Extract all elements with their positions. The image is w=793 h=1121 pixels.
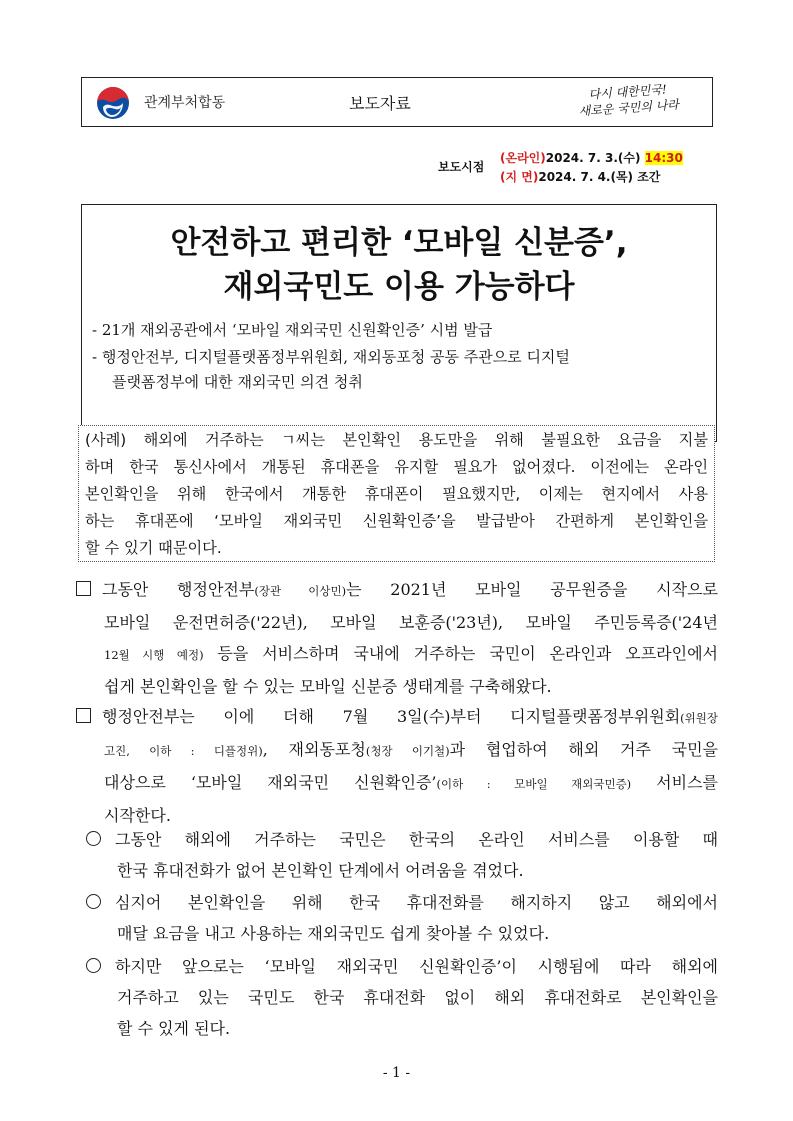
para1-text: 모바일 운전면허증('22년), 모바일 보훈증('23년), 모바일 주민등록증('24년 — [104, 613, 718, 632]
header-box — [81, 77, 713, 127]
document-type: 보도자료 — [349, 94, 411, 113]
para2-text: 시작한다. — [104, 806, 171, 825]
para2-text: 행정안전부는 이에 더해 7월 3일(수)부터 디지털플랫폼정부위원회 — [102, 707, 681, 726]
case-example-box — [78, 425, 715, 562]
slogan-line-1: 다시 대한민국! — [587, 82, 667, 102]
title-box — [81, 204, 717, 442]
case-line-5: 할 수 있기 때문이다. — [85, 539, 222, 557]
para2-note: (위원장 — [680, 711, 718, 725]
subtitle-2: - 행정안전부, 디지털플랫폼정부위원회, 재외동포청 공동 주관으로 디지털 — [92, 348, 570, 366]
para2-note: (이하 : 모바일 재외국민증) — [436, 777, 632, 791]
square-bullet-icon — [76, 581, 91, 596]
para1-text: 는 2021년 모바일 공무원증을 시작으로 — [346, 580, 718, 599]
para2-note: 고진, 이하 : 디플정위) — [104, 744, 263, 758]
release-online — [500, 149, 683, 166]
para1-text: 쉽게 본인확인을 할 수 있는 모바일 신분증 생태계를 구축해왔다. — [104, 677, 552, 696]
government-emblem-icon — [96, 86, 130, 120]
page-number: - 1 - — [382, 1065, 411, 1081]
release-print-date: 2024. 7. 4.(목) 조간 — [538, 170, 661, 184]
circle-bullet-icon — [86, 894, 101, 909]
bullet-2 — [86, 887, 718, 949]
paragraph-1 — [76, 574, 718, 702]
release-online-time: 14:30 — [644, 151, 683, 165]
bullet-3 — [86, 951, 718, 1044]
para1-text: 그동안 행정안전부 — [102, 580, 255, 599]
headline-line-1: 안전하고 편리한 ‘모바일 신분증’, — [170, 225, 628, 261]
subtitle-3: 플랫폼정부에 대한 재외국민 의견 청취 — [112, 373, 363, 391]
release-online-tag: (온라인) — [500, 151, 546, 165]
subtitle-1: - 21개 재외공관에서 ‘모바일 재외국민 신원확인증’ 시범 발급 — [92, 321, 493, 339]
paragraph-2 — [76, 701, 718, 831]
release-time-label: 보도시점 — [438, 160, 485, 174]
bullet-text: 매달 요금을 내고 사용하는 재외국민도 쉽게 찾아볼 수 있었다. — [117, 924, 550, 943]
case-line-2: 하며 한국 통신사에서 개통된 휴대폰을 유지할 필요가 없어졌다. 이전에는 온라인 — [85, 458, 708, 476]
para1-note: 12월 시행 예정) — [104, 648, 204, 662]
para2-text: 대상으로 ‘모바일 재외국민 신원확인증’ — [104, 773, 437, 792]
para2-note: (청장 이기철) — [365, 744, 450, 758]
organization-name: 관계부처합동 — [144, 95, 226, 111]
release-print — [500, 168, 660, 185]
circle-bullet-icon — [86, 831, 101, 846]
release-print-tag: (지 면) — [500, 170, 539, 184]
slogan-handwriting — [577, 81, 679, 120]
release-online-date: 2024. 7. 3.(수) — [545, 151, 645, 165]
para2-text: 과 협업하여 해외 거주 국민을 — [449, 740, 718, 759]
para2-text: , 재외동포청 — [262, 740, 366, 759]
bullet-text: 하지만 앞으로는 ‘모바일 재외국민 신원확인증’이 시행됨에 따라 해외에 — [115, 957, 718, 976]
bullet-text: 심지어 본인확인을 위해 한국 휴대전화를 해지하지 않고 해외에서 — [115, 893, 718, 912]
para1-note: (장관 이상민) — [254, 584, 347, 598]
slogan-line-2: 새로운 국민의 나라 — [577, 97, 679, 119]
bullet-text: 그동안 해외에 거주하는 국민은 한국의 온라인 서비스를 이용할 때 — [115, 830, 718, 849]
case-line-3: 본인확인을 위해 한국에서 개통한 휴대폰이 필요했지만, 이제는 현지에서 사용 — [85, 485, 708, 503]
bullet-text: 한국 휴대전화가 없어 본인확인 단계에서 어려움을 겪었다. — [117, 861, 524, 880]
para1-text: 등을 서비스하며 국내에 거주하는 국민이 온라인과 오프라인에서 — [203, 644, 718, 663]
case-line-4: 하는 휴대폰에 ‘모바일 재외국민 신원확인증’을 발급받아 간편하게 본인확인을 — [85, 512, 708, 530]
para2-text: 서비스를 — [631, 773, 719, 792]
bullet-text: 할 수 있게 된다. — [117, 1019, 231, 1038]
circle-bullet-icon — [86, 958, 101, 973]
bullet-text: 거주하고 있는 국민도 한국 휴대전화 없이 해외 휴대전화로 본인확인을 — [117, 988, 718, 1007]
square-bullet-icon — [76, 708, 91, 723]
bullet-1 — [86, 824, 718, 886]
headline-line-2: 재외국민도 이용 가능하다 — [223, 269, 575, 305]
case-line-1: (사례) 해외에 거주하는 ㄱ씨는 본인확인 용도만을 위해 불필요한 요금을 지불 — [85, 431, 708, 449]
